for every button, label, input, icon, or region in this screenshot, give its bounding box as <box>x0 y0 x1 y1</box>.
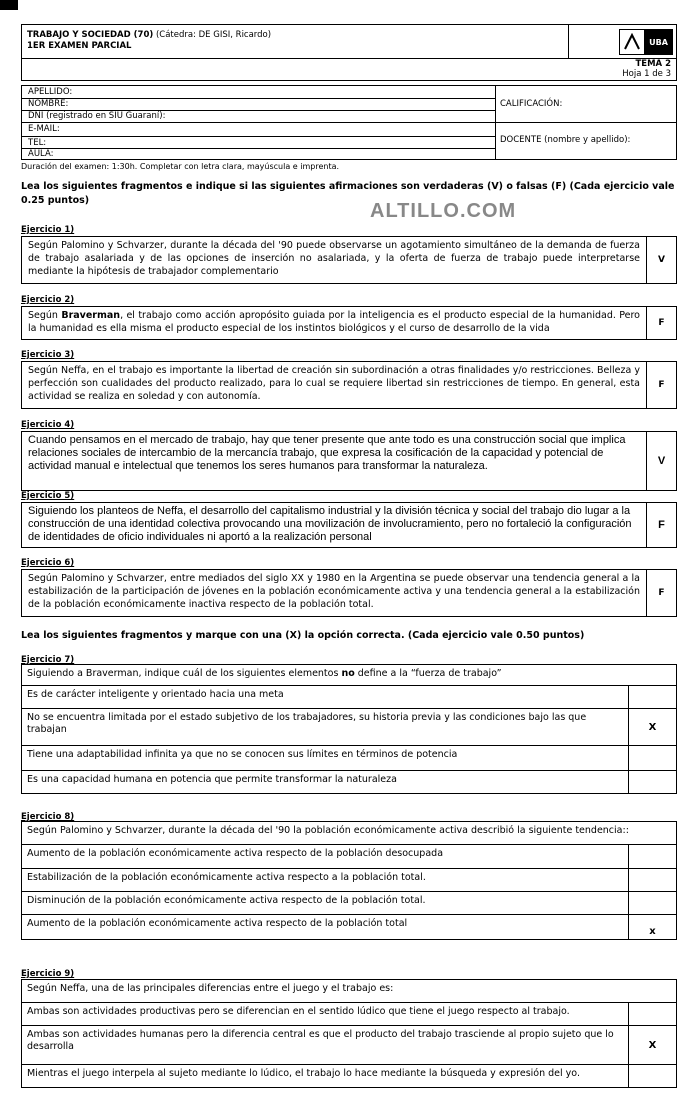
ex8-title: Ejercicio 8) <box>21 812 75 822</box>
ex5-text: Siguiendo los planteos de Neffa, el desarrollo del capitalismo industrial y la división técnica y social del trabajo dio lugar a la construcción de una identidad colectiva provocando una movilización de involucramiento, pero no fortaleció la configuración de identidades de oficio individuales ni aportó a la realización personal <box>22 503 647 547</box>
ex2-answer: F <box>658 318 665 328</box>
ex9-title: Ejercicio 9) <box>21 969 75 979</box>
ex8-mark <box>629 869 676 891</box>
logo-text: UBA <box>645 30 672 54</box>
ex8-option: Aumento de la población económicamente activa respecto de la población total <box>22 915 629 939</box>
field-tel: TEL: <box>28 138 47 148</box>
ex5-row <box>21 502 677 548</box>
ex7-mark: X <box>648 721 657 733</box>
field-docente: DOCENTE (nombre y apellido): <box>500 135 631 145</box>
ex7-option: Tiene una adaptabilidad infinita ya que no se conocen sus límites en términos de potencia <box>22 746 629 770</box>
ex3-text: Según Neffa, en el trabajo es importante la libertad de creación sin subordinación a otras finalidades y/o restricciones. Belleza y perfección son cualidades del producto realizado, para lo cual se requiere libertad sin restricciones de tiempo. En general, esta actividad se realiza en soledad y con autonomía. <box>22 362 647 408</box>
field-calificacion: CALIFICACIÓN: <box>500 99 563 109</box>
field-apellido: APELLIDO: <box>28 87 73 97</box>
ex7-mark <box>629 771 676 793</box>
ex8-mark <box>629 845 676 868</box>
ex7-table <box>21 664 677 794</box>
ex1-title: Ejercicio 1) <box>21 225 75 235</box>
ex6-title: Ejercicio 6) <box>21 558 75 568</box>
ex7-mark <box>629 746 676 770</box>
ex5-title: Ejercicio 5) <box>21 491 75 501</box>
field-aula: AULA: <box>28 149 54 159</box>
ex9-mark: X <box>648 1039 657 1051</box>
student-fields <box>21 85 677 160</box>
field-nombre: NOMBRE: <box>28 99 69 109</box>
ex9-question: Según Neffa, una de las principales diferencias entre el juego y el trabajo es: <box>27 983 394 994</box>
ex3-answer: F <box>658 380 665 390</box>
ex5-answer: F <box>658 519 665 531</box>
corner-mark <box>0 0 18 10</box>
ex8-option: Aumento de la población económicamente activa respecto de la población desocupada <box>22 845 629 868</box>
ex2-title: Ejercicio 2) <box>21 295 75 305</box>
ex1-text: Según Palomino y Schvarzer, durante la década del '90 puede observarse un agotamiento simultáneo de la demanda de fuerza de trabajo asalariada y de las opciones de inserción no asalariada, y la oferta de fuerza de trabajo puede interpretarse mediante la hipótesis de trabajador complementario <box>22 237 647 283</box>
course-title <box>27 30 271 52</box>
ex7-question: Siguiendo a Braverman, indique cuál de los siguientes elementos no define a la “fuerza de trabajo” <box>27 668 502 679</box>
ex9-option: Ambas son actividades humanas pero la diferencia central es que el producto del trabajo trasciende al propio sujeto que lo desarrolla <box>22 1026 629 1064</box>
exam-header <box>21 24 677 81</box>
ex6-text: Según Palomino y Schvarzer, entre mediados del siglo XX y 1980 en la Argentina se puede observar una tendencia general a la estabilización de la participación de jóvenes en la población económicamente activa y una tendencia general a la estabilización de la población económicamente inactiva respecto de la población total. <box>22 570 647 616</box>
ex9-option: Mientras el juego interpela al sujeto mediante lo lúdico, el trabajo lo hace mediante la búsqueda y expresión del yo. <box>22 1065 629 1087</box>
tema: TEMA 2 <box>635 59 671 69</box>
ex8-question: Según Palomino y Schvarzer, durante la década del '90 la población económicamente activa describió la siguiente tendencia:: <box>27 825 629 836</box>
ex1-row <box>21 236 677 284</box>
ex6-answer: F <box>658 588 665 598</box>
page-counter: Hoja 1 de 3 <box>622 69 671 79</box>
ex7-option: No se encuentra limitada por el estado subjetivo de los trabajadores, su historia previa y las condiciones bajo las que trabajan <box>22 709 629 745</box>
ex2-row <box>21 306 677 340</box>
duration-note: Duración del examen: 1:30h. Completar con letra clara, mayúscula e imprenta. <box>21 162 340 171</box>
ex4-text: Cuando pensamos en el mercado de trabajo, hay que tener presente que ante todo es una construcción social que implica relaciones sociales de intercambio de la mercancía trabajo, que expresa la cosificación de la capacidad y potencial de actividad manual e intelectual que tenemos los seres humanos para transformar la naturaleza. <box>22 432 647 490</box>
ex9-mark <box>629 1003 676 1025</box>
course-name: TRABAJO Y SOCIEDAD (70) <box>27 30 154 40</box>
ex3-title: Ejercicio 3) <box>21 350 75 360</box>
ex8-option: Estabilización de la población económicamente activa respecto a la población total. <box>22 869 629 891</box>
field-email: E-MAIL: <box>28 124 60 134</box>
ex7-title: Ejercicio 7) <box>21 655 75 665</box>
ex7-option: Es una capacidad humana en potencia que permite transformar la naturaleza <box>22 771 629 793</box>
ex4-answer: V <box>657 455 666 467</box>
ex8-mark: x <box>649 926 656 937</box>
ex8-table <box>21 821 677 940</box>
ex2-text: Según Braverman, el trabajo como acción apropósito guiada por la inteligencia es el producto especial de la humanidad. Pero la humanidad es ella misma el producto especial de los instintos biológicos y el curso de desarrollo de la vida <box>22 307 647 339</box>
ex3-row <box>21 361 677 409</box>
ex4-row <box>21 431 677 491</box>
uba-logo <box>619 29 673 55</box>
field-dni: DNI (registrado en SIU Guaraní): <box>28 111 166 121</box>
ex4-title: Ejercicio 4) <box>21 420 75 430</box>
ex8-option: Disminución de la población económicamente activa respecto de la población total. <box>22 892 629 914</box>
ex9-table <box>21 979 677 1088</box>
ex9-option: Ambas son actividades productivas pero se diferencian en el sentido lúdico que tiene el juego respecto al trabajo. <box>22 1003 629 1025</box>
ex8-mark <box>629 892 676 914</box>
catedra: (Cátedra: DE GISI, Ricardo) <box>155 30 272 40</box>
exam-name: 1ER EXAMEN PARCIAL <box>27 41 132 51</box>
ex1-answer: V <box>658 255 665 265</box>
section1-instructions: Lea los siguientes fragmentos e indique si las siguientes afirmaciones son verdaderas (V) o falsas (F) (Cada ejercicio vale 0.25 puntos) <box>21 181 675 206</box>
ex7-mark <box>629 686 676 708</box>
section2-instructions: Lea los siguientes fragmentos y marque con una (X) la opción correcta. (Cada ejercicio vale 0.50 puntos) <box>21 630 585 641</box>
ex9-mark <box>629 1065 676 1087</box>
ex6-row <box>21 569 677 617</box>
watermark: ALTILLO.COM <box>370 200 517 222</box>
ex7-option: Es de carácter inteligente y orientado hacia una meta <box>22 686 629 708</box>
